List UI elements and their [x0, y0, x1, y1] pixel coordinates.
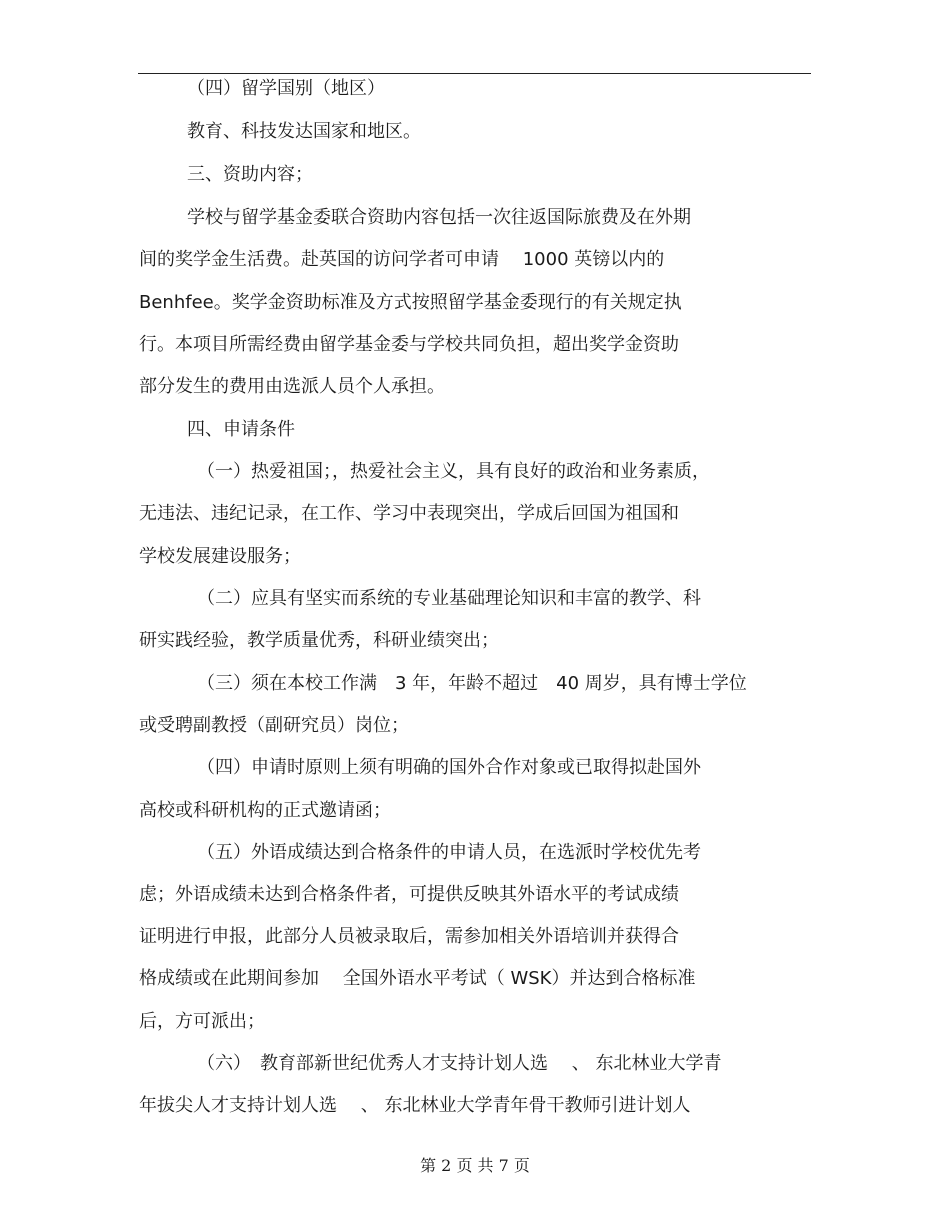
text-line: Benhfee。奖学金资助标准及方式按照留学基金委现行的有关规定执: [139, 292, 682, 313]
text-line: 教育、科技发达国家和地区。: [187, 121, 421, 142]
text-line: 证明进行申报，此部分人员被录取后，需参加相关外语培训并获得合: [139, 926, 679, 947]
text-line: 间的奖学金生活费。赴英国的访问学者可申请 1000 英镑以内的: [139, 249, 665, 270]
text-line: （五）外语成绩达到合格条件的申请人员，在选派时学校优先考: [197, 842, 701, 863]
text-line: 学校与留学基金委联合资助内容包括一次往返国际旅费及在外期: [187, 207, 691, 228]
text-line: （三）须在本校工作满 3 年，年龄不超过 40 周岁，具有博士学位: [197, 673, 747, 694]
section-heading: 三、资助内容；: [187, 164, 313, 185]
text-line: 虑；外语成绩未达到合格条件者，可提供反映其外语水平的考试成绩: [139, 884, 679, 905]
text-line: 格成绩或在此期间参加 全国外语水平考试（ WSK）并达到合格标准: [139, 968, 696, 989]
text-line: 学校发展建设服务；: [139, 546, 301, 567]
text-line: 行。本项目所需经费由留学基金委与学校共同负担，超出奖学金资助: [139, 334, 679, 355]
text-line: 高校或科研机构的正式邀请函；: [139, 800, 391, 821]
text-line: （四）留学国别（地区）: [187, 78, 385, 99]
text-line: 部分发生的费用由选派人员个人承担。: [139, 376, 445, 397]
text-line: 或受聘副教授（副研究员）岗位；: [139, 715, 409, 736]
text-line: 无违法、违纪记录，在工作、学习中表现突出，学成后回国为祖国和: [139, 503, 679, 524]
text-line: （二）应具有坚实而系统的专业基础理论知识和丰富的教学、科: [197, 588, 701, 609]
text-line: 研实践经验，教学质量优秀，科研业绩突出；: [139, 630, 499, 651]
text-line: 后，方可派出；: [139, 1011, 265, 1032]
text-line: （四）申请时原则上须有明确的国外合作对象或已取得拟赴国外: [197, 757, 701, 778]
page-number: 第 2 页 共 7 页: [420, 1156, 530, 1175]
text-line: （一）热爱祖国；，热爱社会主义，具有良好的政治和业务素质，: [197, 461, 710, 482]
text-line: 年拔尖人才支持计划人选 、 东北林业大学青年骨干教师引进计划人: [139, 1095, 691, 1116]
text-line: （六） 教育部新世纪优秀人才支持计划人选 、 东北林业大学青: [197, 1053, 722, 1074]
section-heading: 四、申请条件: [187, 419, 295, 440]
